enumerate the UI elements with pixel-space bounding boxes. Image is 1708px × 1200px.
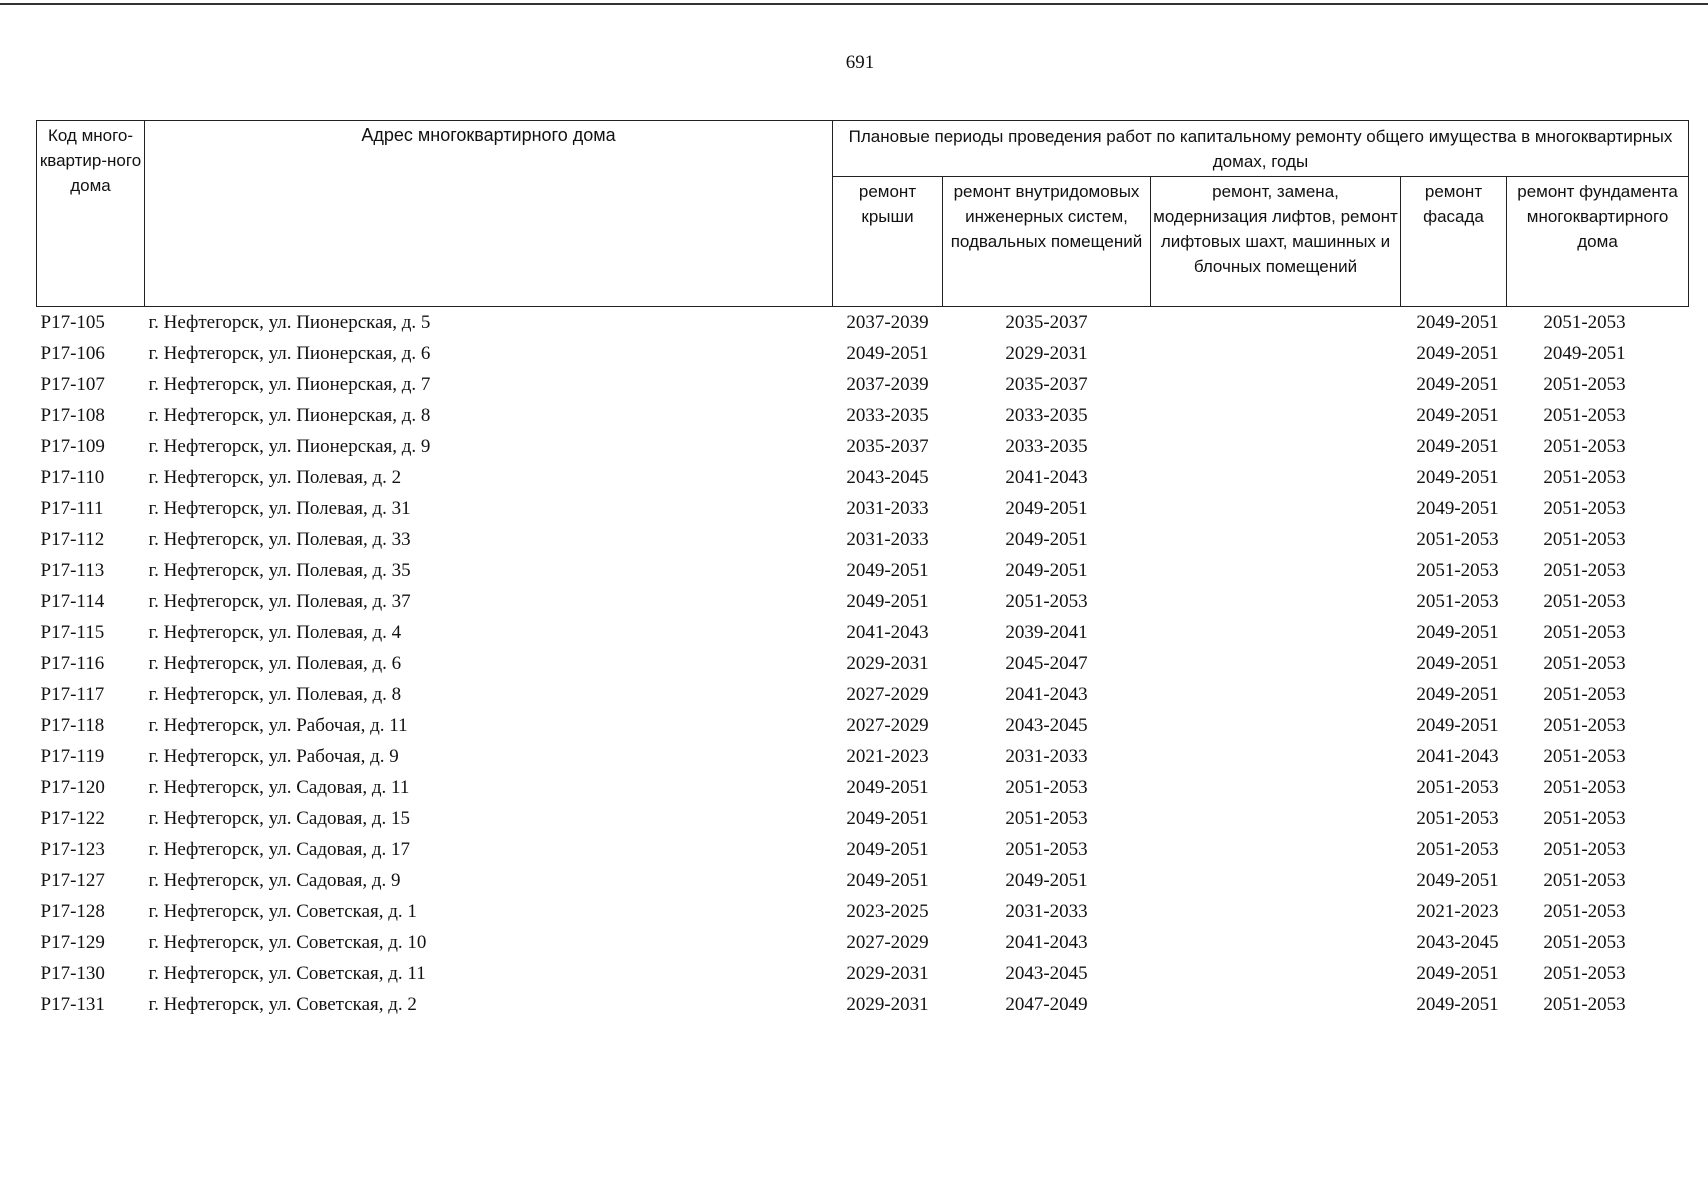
cell-roof: 2037-2039 bbox=[846, 373, 929, 395]
table-row bbox=[37, 369, 1689, 400]
cell-facade: 2049-2051 bbox=[1416, 962, 1499, 984]
cell-internal-systems: 2033-2035 bbox=[1005, 435, 1088, 457]
header-internal-systems: ремонт внутридомовых инженерных систем, подвальных помещений bbox=[943, 177, 1151, 307]
cell-lifts bbox=[1151, 648, 1401, 679]
cell-lifts bbox=[1151, 462, 1401, 493]
cell-address: г. Нефтегорск, ул. Советская, д. 2 bbox=[148, 993, 417, 1015]
repair-schedule-table-wrap bbox=[36, 120, 1689, 1020]
cell-facade: 2051-2053 bbox=[1416, 559, 1499, 581]
cell-address: г. Нефтегорск, ул. Полевая, д. 37 bbox=[148, 590, 411, 612]
cell-lifts bbox=[1151, 369, 1401, 400]
top-rule bbox=[0, 3, 1708, 5]
cell-internal-systems: 2045-2047 bbox=[1005, 652, 1088, 674]
cell-foundation: 2051-2053 bbox=[1543, 404, 1626, 426]
cell-internal-systems: 2047-2049 bbox=[1005, 993, 1088, 1015]
cell-foundation: 2051-2053 bbox=[1543, 373, 1626, 395]
cell-lifts bbox=[1151, 865, 1401, 896]
cell-roof: 2027-2029 bbox=[846, 931, 929, 953]
header-facade: ремонт фасада bbox=[1401, 177, 1507, 307]
cell-internal-systems: 2049-2051 bbox=[1005, 497, 1088, 519]
cell-roof: 2031-2033 bbox=[846, 497, 929, 519]
cell-roof: 2049-2051 bbox=[846, 776, 929, 798]
cell-code: P17-105 bbox=[40, 311, 105, 333]
table-row bbox=[37, 927, 1689, 958]
cell-facade: 2051-2053 bbox=[1416, 838, 1499, 860]
cell-code: P17-106 bbox=[40, 342, 105, 364]
cell-code: P17-111 bbox=[40, 497, 104, 519]
cell-lifts bbox=[1151, 493, 1401, 524]
cell-address: г. Нефтегорск, ул. Садовая, д. 9 bbox=[148, 869, 401, 891]
cell-foundation: 2051-2053 bbox=[1543, 714, 1626, 736]
cell-facade: 2049-2051 bbox=[1416, 311, 1499, 333]
cell-roof: 2027-2029 bbox=[846, 683, 929, 705]
table-body bbox=[37, 307, 1689, 1021]
cell-facade: 2049-2051 bbox=[1416, 869, 1499, 891]
cell-address: г. Нефтегорск, ул. Пионерская, д. 9 bbox=[148, 435, 431, 457]
cell-facade: 2049-2051 bbox=[1416, 683, 1499, 705]
cell-facade: 2049-2051 bbox=[1416, 466, 1499, 488]
cell-code: P17-131 bbox=[40, 993, 105, 1015]
cell-roof: 2023-2025 bbox=[846, 900, 929, 922]
table-row bbox=[37, 741, 1689, 772]
cell-internal-systems: 2035-2037 bbox=[1005, 373, 1088, 395]
table-row bbox=[37, 431, 1689, 462]
page-number: 691 bbox=[845, 52, 875, 73]
cell-lifts bbox=[1151, 338, 1401, 369]
cell-address: г. Нефтегорск, ул. Полевая, д. 4 bbox=[148, 621, 402, 643]
cell-code: P17-130 bbox=[40, 962, 105, 984]
table-row bbox=[37, 803, 1689, 834]
cell-facade: 2049-2051 bbox=[1416, 342, 1499, 364]
cell-roof: 2031-2033 bbox=[846, 528, 929, 550]
cell-internal-systems: 2049-2051 bbox=[1005, 528, 1088, 550]
cell-roof: 2049-2051 bbox=[846, 590, 929, 612]
cell-code: P17-113 bbox=[40, 559, 105, 581]
cell-code: P17-118 bbox=[40, 714, 105, 736]
cell-address: г. Нефтегорск, ул. Садовая, д. 17 bbox=[148, 838, 411, 860]
cell-address: г. Нефтегорск, ул. Рабочая, д. 11 bbox=[148, 714, 408, 736]
cell-address: г. Нефтегорск, ул. Полевая, д. 33 bbox=[148, 528, 411, 550]
cell-foundation: 2051-2053 bbox=[1543, 621, 1626, 643]
cell-roof: 2021-2023 bbox=[846, 745, 929, 767]
cell-lifts bbox=[1151, 741, 1401, 772]
cell-roof: 2037-2039 bbox=[846, 311, 929, 333]
header-lifts: ремонт, замена, модернизация лифтов, ремонт лифтовых шахт, машинных и блочных помещений bbox=[1151, 177, 1401, 307]
table-row bbox=[37, 834, 1689, 865]
cell-internal-systems: 2041-2043 bbox=[1005, 931, 1088, 953]
table-row bbox=[37, 555, 1689, 586]
cell-address: г. Нефтегорск, ул. Пионерская, д. 5 bbox=[148, 311, 431, 333]
cell-facade: 2049-2051 bbox=[1416, 714, 1499, 736]
cell-address: г. Нефтегорск, ул. Полевая, д. 8 bbox=[148, 683, 402, 705]
cell-code: P17-116 bbox=[40, 652, 105, 674]
table-row bbox=[37, 896, 1689, 927]
cell-foundation: 2051-2053 bbox=[1543, 497, 1626, 519]
cell-foundation: 2051-2053 bbox=[1543, 776, 1626, 798]
cell-code: P17-128 bbox=[40, 900, 105, 922]
table-row bbox=[37, 772, 1689, 803]
cell-lifts bbox=[1151, 431, 1401, 462]
cell-roof: 2027-2029 bbox=[846, 714, 929, 736]
cell-foundation: 2051-2053 bbox=[1543, 435, 1626, 457]
cell-code: P17-108 bbox=[40, 404, 105, 426]
cell-lifts bbox=[1151, 555, 1401, 586]
table-row bbox=[37, 307, 1689, 339]
cell-internal-systems: 2041-2043 bbox=[1005, 683, 1088, 705]
table-row bbox=[37, 648, 1689, 679]
cell-address: г. Нефтегорск, ул. Пионерская, д. 6 bbox=[148, 342, 431, 364]
cell-code: P17-114 bbox=[40, 590, 105, 612]
cell-address: г. Нефтегорск, ул. Полевая, д. 31 bbox=[148, 497, 411, 519]
cell-internal-systems: 2043-2045 bbox=[1005, 962, 1088, 984]
table-row bbox=[37, 710, 1689, 741]
cell-internal-systems: 2031-2033 bbox=[1005, 745, 1088, 767]
cell-code: P17-109 bbox=[40, 435, 105, 457]
table-header bbox=[37, 121, 1689, 307]
cell-address: г. Нефтегорск, ул. Советская, д. 1 bbox=[148, 900, 417, 922]
cell-foundation: 2051-2053 bbox=[1543, 528, 1626, 550]
cell-address: г. Нефтегорск, ул. Пионерская, д. 8 bbox=[148, 404, 431, 426]
table-row bbox=[37, 462, 1689, 493]
cell-foundation: 2051-2053 bbox=[1543, 683, 1626, 705]
cell-internal-systems: 2033-2035 bbox=[1005, 404, 1088, 426]
cell-code: P17-107 bbox=[40, 373, 105, 395]
cell-lifts bbox=[1151, 896, 1401, 927]
cell-code: P17-112 bbox=[40, 528, 105, 550]
cell-address: г. Нефтегорск, ул. Полевая, д. 6 bbox=[148, 652, 402, 674]
cell-roof: 2049-2051 bbox=[846, 559, 929, 581]
cell-code: P17-123 bbox=[40, 838, 105, 860]
cell-lifts bbox=[1151, 710, 1401, 741]
cell-code: P17-115 bbox=[40, 621, 105, 643]
cell-roof: 2029-2031 bbox=[846, 993, 929, 1015]
cell-internal-systems: 2051-2053 bbox=[1005, 590, 1088, 612]
cell-address: г. Нефтегорск, ул. Советская, д. 11 bbox=[148, 962, 426, 984]
cell-internal-systems: 2041-2043 bbox=[1005, 466, 1088, 488]
cell-foundation: 2051-2053 bbox=[1543, 838, 1626, 860]
cell-facade: 2049-2051 bbox=[1416, 435, 1499, 457]
header-planned-periods: Плановые периоды проведения работ по капитальному ремонту общего имущества в многоквартирных домах, годы bbox=[833, 121, 1689, 177]
cell-lifts bbox=[1151, 803, 1401, 834]
cell-address: г. Нефтегорск, ул. Садовая, д. 11 bbox=[148, 776, 410, 798]
cell-foundation: 2051-2053 bbox=[1543, 807, 1626, 829]
cell-foundation: 2051-2053 bbox=[1543, 869, 1626, 891]
header-foundation: ремонт фундамента многоквартирного дома bbox=[1507, 177, 1689, 307]
cell-address: г. Нефтегорск, ул. Рабочая, д. 9 bbox=[148, 745, 399, 767]
repair-schedule-table bbox=[36, 120, 1689, 1020]
cell-lifts bbox=[1151, 679, 1401, 710]
cell-foundation: 2051-2053 bbox=[1543, 745, 1626, 767]
cell-foundation: 2051-2053 bbox=[1543, 993, 1626, 1015]
cell-address: г. Нефтегорск, ул. Садовая, д. 15 bbox=[148, 807, 411, 829]
cell-facade: 2051-2053 bbox=[1416, 528, 1499, 550]
cell-foundation: 2051-2053 bbox=[1543, 590, 1626, 612]
cell-roof: 2035-2037 bbox=[846, 435, 929, 457]
cell-address: г. Нефтегорск, ул. Полевая, д. 2 bbox=[148, 466, 402, 488]
cell-lifts bbox=[1151, 927, 1401, 958]
cell-roof: 2033-2035 bbox=[846, 404, 929, 426]
table-row bbox=[37, 524, 1689, 555]
cell-roof: 2049-2051 bbox=[846, 807, 929, 829]
cell-foundation: 2051-2053 bbox=[1543, 900, 1626, 922]
cell-internal-systems: 2051-2053 bbox=[1005, 776, 1088, 798]
cell-lifts bbox=[1151, 834, 1401, 865]
cell-facade: 2021-2023 bbox=[1416, 900, 1499, 922]
cell-code: P17-117 bbox=[40, 683, 105, 705]
cell-internal-systems: 2051-2053 bbox=[1005, 807, 1088, 829]
table-row bbox=[37, 989, 1689, 1020]
cell-lifts bbox=[1151, 524, 1401, 555]
cell-address: г. Нефтегорск, ул. Советская, д. 10 bbox=[148, 931, 427, 953]
cell-internal-systems: 2039-2041 bbox=[1005, 621, 1088, 643]
cell-lifts bbox=[1151, 617, 1401, 648]
table-row bbox=[37, 617, 1689, 648]
table-row bbox=[37, 338, 1689, 369]
table-row bbox=[37, 958, 1689, 989]
cell-facade: 2051-2053 bbox=[1416, 590, 1499, 612]
cell-facade: 2051-2053 bbox=[1416, 776, 1499, 798]
cell-code: P17-127 bbox=[40, 869, 105, 891]
cell-internal-systems: 2049-2051 bbox=[1005, 559, 1088, 581]
cell-lifts bbox=[1151, 586, 1401, 617]
cell-internal-systems: 2051-2053 bbox=[1005, 838, 1088, 860]
table-row bbox=[37, 865, 1689, 896]
cell-internal-systems: 2049-2051 bbox=[1005, 869, 1088, 891]
cell-internal-systems: 2043-2045 bbox=[1005, 714, 1088, 736]
cell-lifts bbox=[1151, 958, 1401, 989]
cell-code: P17-122 bbox=[40, 807, 105, 829]
cell-roof: 2049-2051 bbox=[846, 869, 929, 891]
cell-roof: 2049-2051 bbox=[846, 342, 929, 364]
cell-foundation: 2051-2053 bbox=[1543, 962, 1626, 984]
cell-roof: 2049-2051 bbox=[846, 838, 929, 860]
cell-code: P17-129 bbox=[40, 931, 105, 953]
cell-facade: 2049-2051 bbox=[1416, 497, 1499, 519]
cell-facade: 2049-2051 bbox=[1416, 373, 1499, 395]
cell-lifts bbox=[1151, 989, 1401, 1020]
header-roof: ремонт крыши bbox=[833, 177, 943, 307]
cell-facade: 2049-2051 bbox=[1416, 621, 1499, 643]
cell-roof: 2029-2031 bbox=[846, 962, 929, 984]
header-address: Адрес многоквартирного дома bbox=[145, 121, 833, 307]
cell-address: г. Нефтегорск, ул. Пионерская, д. 7 bbox=[148, 373, 431, 395]
cell-code: P17-119 bbox=[40, 745, 105, 767]
table-row bbox=[37, 400, 1689, 431]
cell-facade: 2043-2045 bbox=[1416, 931, 1499, 953]
cell-foundation: 2049-2051 bbox=[1543, 342, 1626, 364]
header-code: Код много-квартир-ного дома bbox=[37, 121, 145, 307]
table-row bbox=[37, 493, 1689, 524]
cell-facade: 2049-2051 bbox=[1416, 993, 1499, 1015]
cell-foundation: 2051-2053 bbox=[1543, 466, 1626, 488]
cell-address: г. Нефтегорск, ул. Полевая, д. 35 bbox=[148, 559, 411, 581]
cell-roof: 2041-2043 bbox=[846, 621, 929, 643]
cell-foundation: 2051-2053 bbox=[1543, 931, 1626, 953]
cell-facade: 2041-2043 bbox=[1416, 745, 1499, 767]
cell-internal-systems: 2029-2031 bbox=[1005, 342, 1088, 364]
cell-facade: 2049-2051 bbox=[1416, 652, 1499, 674]
cell-code: P17-120 bbox=[40, 776, 105, 798]
cell-internal-systems: 2031-2033 bbox=[1005, 900, 1088, 922]
cell-code: P17-110 bbox=[40, 466, 105, 488]
cell-foundation: 2051-2053 bbox=[1543, 311, 1626, 333]
cell-lifts bbox=[1151, 772, 1401, 803]
cell-facade: 2049-2051 bbox=[1416, 404, 1499, 426]
cell-lifts bbox=[1151, 307, 1401, 339]
cell-roof: 2043-2045 bbox=[846, 466, 929, 488]
table-row bbox=[37, 679, 1689, 710]
cell-roof: 2029-2031 bbox=[846, 652, 929, 674]
table-row bbox=[37, 586, 1689, 617]
cell-facade: 2051-2053 bbox=[1416, 807, 1499, 829]
cell-foundation: 2051-2053 bbox=[1543, 559, 1626, 581]
cell-lifts bbox=[1151, 400, 1401, 431]
cell-internal-systems: 2035-2037 bbox=[1005, 311, 1088, 333]
cell-foundation: 2051-2053 bbox=[1543, 652, 1626, 674]
